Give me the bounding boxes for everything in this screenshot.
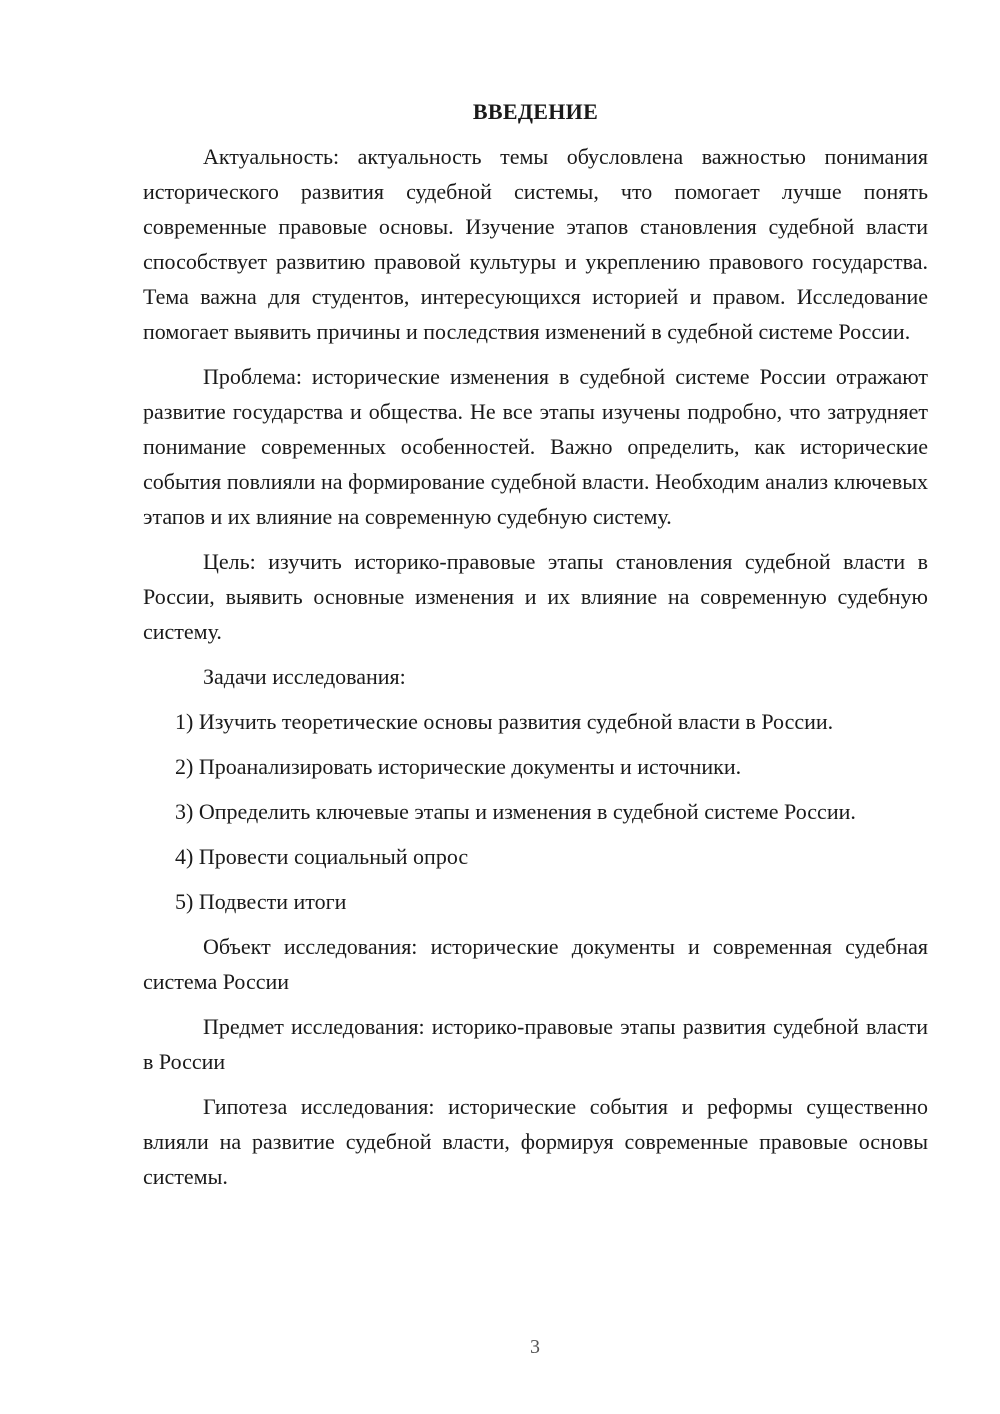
task-item-4: 4) Провести социальный опрос	[175, 844, 469, 869]
task-item-2: 2) Проанализировать исторические документы и источники.	[175, 754, 742, 779]
task-item-1: 1) Изучить теоретические основы развития судебной власти в России.	[175, 709, 834, 734]
section-heading: ВВЕДЕНИЕ	[472, 99, 599, 124]
hypothesis-paragraph: Гипотеза исследования: исторические события и реформы существенно влияли на развитие судебной власти, формируя современные правовые основы системы.	[143, 1094, 928, 1189]
page-content	[143, 94, 928, 1204]
page-number: 3	[530, 1336, 540, 1358]
subject-paragraph: Предмет исследования: историко-правовые этапы развития судебной власти в России	[143, 1014, 928, 1074]
task-item-3: 3) Определить ключевые этапы и изменения в судебной системе России.	[175, 799, 856, 824]
relevance-paragraph: Актуальность: актуальность темы обусловлена важностью понимания исторического развития судебной системы, что помогает лучше понять современные правовые основы. Изучение этапов становления судебной власти способствует развитию правовой культуры и укреплению правового государства. Тема важна для студентов, интересующихся историей и правом. Исследование помогает выявить причины и последствия изменений в судебной системе России.	[143, 144, 928, 344]
tasks-intro: Задачи исследования:	[203, 664, 406, 689]
goal-paragraph: Цель: изучить историко-правовые этапы становления судебной власти в России, выявить основные изменения и их влияние на современную судебную систему.	[143, 549, 928, 644]
object-paragraph: Объект исследования: исторические документы и современная судебная система России	[143, 934, 928, 994]
problem-paragraph: Проблема: исторические изменения в судебной системе России отражают развитие государства и общества. Не все этапы изучены подробно, что затрудняет понимание современных особенностей. Важно определить, как исторические события повлияли на формирование судебной власти. Необходим анализ ключевых этапов и их влияние на современную судебную систему.	[143, 364, 928, 529]
task-item-5: 5) Подвести итоги	[175, 889, 347, 914]
